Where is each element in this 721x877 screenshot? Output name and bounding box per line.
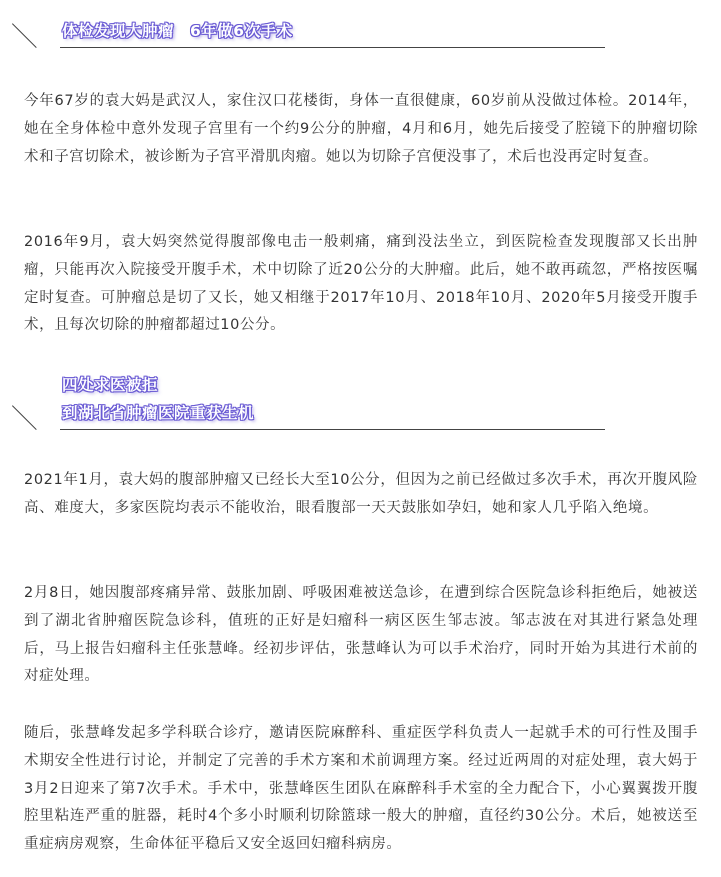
heading-slash-decoration: [12, 23, 37, 48]
section-heading-title-line1: 四处求医被拒: [62, 376, 159, 394]
section-heading-title-line2: 到湖北省肿瘤医院重获生机: [62, 404, 255, 422]
article-paragraph: 2016年9月，袁大妈突然觉得腹部像电击一般刺痛，痛到没法坐立，到医院检查发现腹部又长出肿瘤，只能再次入院接受开腹手术，术中切除了近20公分的大肿瘤。此后，她不敢再疏忽，严格按医嘱定时复查。可肿瘤总是切了又长，她又相继于2017年10月、2018年10月、2020年5月接受开腹手术，且每次切除的肿瘤都超过10公分。: [24, 234, 698, 334]
article-paragraph: 今年67岁的袁大妈是武汉人，家住汉口花楼街，身体一直很健康，60岁前从没做过体检。2014年，她在全身体检中意外发现子宫里有一个约9公分的肿瘤，4月和6月，她先后接受了腔镜下的肿瘤切除术和子宫切除术，被诊断为子宫平滑肌肉瘤。她以为切除子宫便没事了，术后也没再定时复查。: [24, 93, 698, 165]
article-paragraph: 随后，张慧峰发起多学科联合诊疗，邀请医院麻醉科、重症医学科负责人一起就手术的可行性及围手术期安全性进行讨论，并制定了完善的手术方案和术前调理方案。经过近两周的对症处理，袁大妈于3月2日迎来了第7次手术。手术中，张慧峰医生团队在麻醉科手术室的全力配合下，小心翼翼拨开腹腔里粘连严重的脏器，耗时4个多小时顺利切除篮球一般大的肿瘤，直径约30公分。术后，她被送至重症病房观察，生命体征平稳后又安全返回妇瘤科病房。: [24, 725, 698, 853]
heading-underline: [60, 47, 605, 48]
section-heading-title: 体检发现大肿瘤 6年做6次手术: [62, 22, 293, 40]
article-paragraph: 2月8日，她因腹部疼痛异常、鼓胀加剧、呼吸困难被送急诊，在遭到综合医院急诊科拒绝后，她被送到了湖北省肿瘤医院急诊科，值班的正好是妇瘤科一病区医生邹志波。邹志波在对其进行紧急处理后，马上报告妇瘤科主任张慧峰。经初步评估，张慧峰认为可以手术治疗，同时开始为其进行术前的对症处理。: [24, 585, 698, 685]
heading-slash-decoration: [12, 405, 37, 430]
section-heading-1: [0, 0, 721, 60]
heading-underline: [60, 429, 605, 430]
article-paragraph: 2021年1月，袁大妈的腹部肿瘤又已经长大至10公分，但因为之前已经做过多次手术，再次开腹风险高、难度大，多家医院均表示不能收治，眼看腹部一天天鼓胀如孕妇，她和家人几乎陷入绝境。: [24, 472, 698, 516]
section-heading-2: [0, 370, 721, 434]
